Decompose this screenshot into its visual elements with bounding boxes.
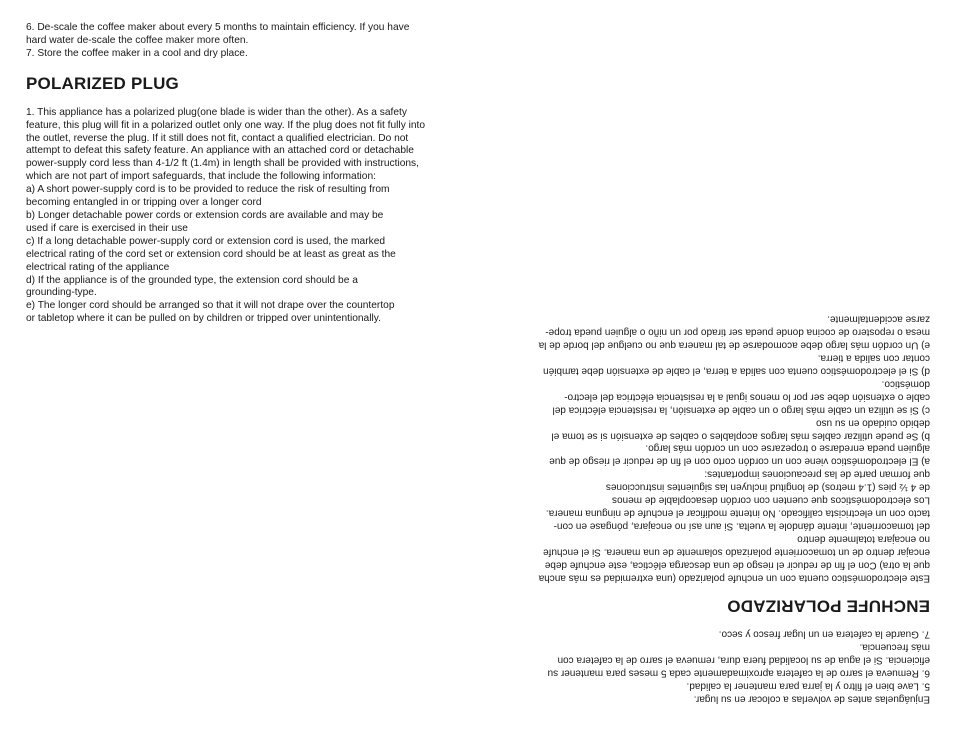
text-line: 7. Guarde la cafetera en un lugar fresco y seco. (718, 628, 930, 640)
text-line: d) If the appliance is of the grounded type, the extension cord should be a (26, 274, 358, 286)
text-line: grounding-type. (26, 287, 97, 299)
text-line: 6. Remueva el sarro de la cafetera aproximadamente cada 5 meses para mantener su (547, 667, 930, 679)
text-line: doméstico. (881, 378, 930, 390)
text-line: e) The longer cord should be arranged so that it will not drape over the countertop (26, 300, 395, 312)
spanish-polarized-plug-body (490, 312, 930, 583)
english-polarized-plug-body (26, 107, 466, 326)
text-line: contar con salida a tierra. (817, 352, 930, 364)
text-line: e) Un cordón más largo debe acomodarse de tal manera que no cuelgue del borde de la (538, 339, 930, 351)
text-line: de 4 ½ pies (1.4 metros) de longitud incluyen las siguientes instrucciones (605, 481, 930, 493)
text-line: d) Si el electrodoméstico cuenta con salida a tierra, el cable de extensión debe también (543, 365, 930, 377)
text-line: alguien pueda enredarse o tropezarse con un cordón más largo. (645, 442, 930, 454)
text-line: b) Se puede utilizar cables más largos acoplables o cables de extensión si se toma el (551, 430, 930, 442)
text-line: que la otra) Con el fin de reducir el riesgo de una descarga eléctica, este enchufe debe (544, 559, 930, 571)
spanish-care-instructions (490, 627, 930, 704)
section-heading-polarized-plug: POLARIZED PLUG (26, 73, 179, 93)
english-care-instructions (26, 22, 466, 61)
text-line: 5. Lave bien el filtro y la jarra para mantener la calidad. (686, 680, 930, 692)
text-line: tacto con un electricista calificado. No intente modificar el enchufe de ninguna manera. (545, 507, 930, 519)
text-line: Este electrodoméstico cuenta con un enchufe polarizado (una extremidad es más ancha (538, 572, 930, 584)
english-column (26, 22, 466, 326)
text-line: eficiencia. Si el agua de su localidad fuera dura, remueva el sarro de la cafetera con (557, 654, 930, 666)
text-line: Enjuáguelas antes de volverlas a colocar en su lugar. (693, 693, 930, 705)
text-line: hard water de-scale the coffee maker more often. (26, 34, 249, 46)
text-line: electrical rating of the appliance (26, 261, 170, 273)
section-heading-enchufe-polarizado: ENCHUFE POLARIZADO (727, 596, 930, 616)
text-line: c) Si se utiliza un cable más largo o un cable de extensión, la resistencia eléctrica del (552, 404, 930, 416)
text-line: a) El electrodoméstico viene con un cordón corto con el fin de reducir el riesgo de que (549, 455, 930, 467)
text-line: which are not part of import safeguards, that include the following information: (26, 171, 376, 183)
text-line: c) If a long detachable power-supply cord or extension cord is used, the marked (26, 235, 386, 247)
text-line: más frecuencia. (859, 641, 930, 653)
text-line: electrical rating of the cord set or extension cord should be at least as great as the (26, 248, 396, 260)
text-line: feature, this plug will fit in a polarized outlet only one way. If the plug does not fit fully into (26, 119, 426, 131)
text-line: encajar dentro de un tomacorriente polarizado solamente de una manera. Si el enchufe (543, 546, 930, 558)
spanish-column-rotated (490, 312, 930, 704)
text-line: or tabletop where it can be pulled on by children or tripped over unintentionally. (26, 313, 381, 325)
text-line: mesa o repostero de cocina donde pueda ser tirado por un niño o alguien pueda trope- (545, 326, 930, 338)
text-line: Los electrodomésticos que cuenten con cordón desacoplable de menos (612, 494, 930, 506)
text-line: del tomacorriente, intente dándole la vuelta. Si aun así no encajara, póngase en con- (553, 520, 930, 532)
text-line: que forman parte de las precauciones importantes: (704, 468, 930, 480)
text-line: becoming entangled in or tripping over a longer cord (26, 197, 262, 209)
text-line: b) Longer detachable power cords or extension cords are available and may be (26, 209, 384, 221)
text-line: no encajara totalmente dentro (797, 533, 930, 545)
text-line: used if care is exercised in their use (26, 222, 188, 234)
text-line: 1. This appliance has a polarized plug(one blade is wider than the other). As a safety (26, 106, 407, 118)
text-line: 7. Store the coffee maker in a cool and dry place. (26, 47, 248, 59)
text-line: cable o extensión debe ser por lo menos igual a la resistencia eléctrica del electro- (564, 391, 930, 403)
text-line: a) A short power-supply cord is to be provided to reduce the risk of resulting from (26, 184, 390, 196)
text-line: power-supply cord less than 4-1/2 ft (1.4m) in length shall be provided with instructions, (26, 158, 419, 170)
text-line: the outlet, reverse the plug. If it still does not fit, contact a qualified electrician. Do not (26, 132, 409, 144)
text-line: debido cuidado en su uso (816, 417, 930, 429)
text-line: 6. De-scale the coffee maker about every 5 months to maintain efficiency. If you have (26, 22, 410, 33)
text-line: zarse accidentalmente. (827, 313, 930, 325)
text-line: attempt to defeat this safety feature. An appliance with an attached cord or detachable (26, 145, 414, 157)
